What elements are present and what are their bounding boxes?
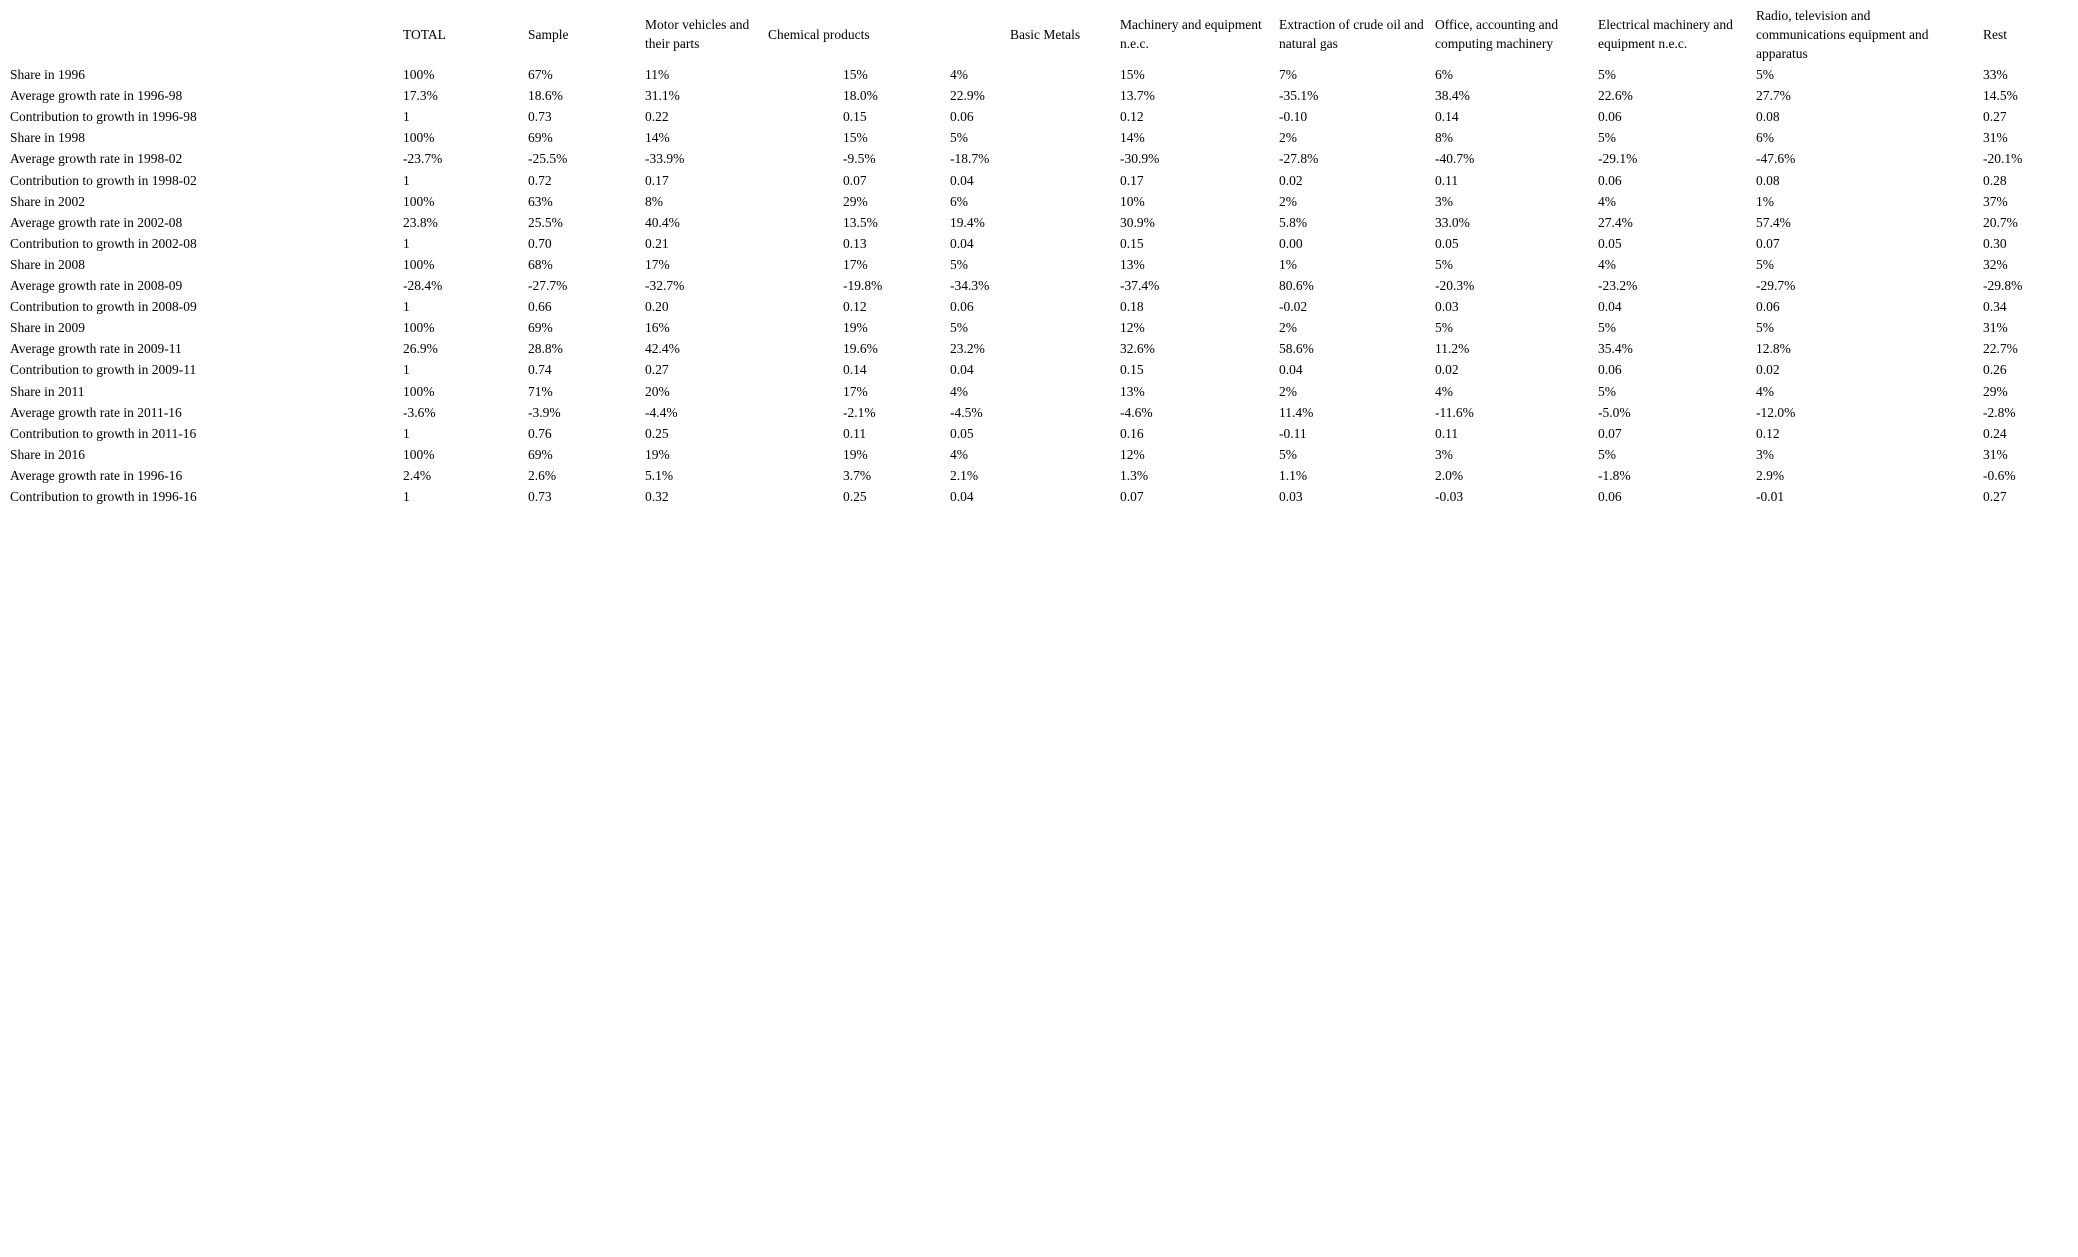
table-cell: -29.7%: [1756, 278, 1796, 293]
table-cell: 0.04: [950, 362, 974, 378]
column-header: Sample: [528, 26, 569, 42]
table-cell: 10%: [1120, 193, 1145, 209]
column-header: Office, accounting and computing machinery: [1435, 17, 1559, 51]
table-cell: 67%: [528, 67, 553, 82]
table-cell: 2%: [1279, 320, 1297, 336]
table-cell: -29.1%: [1598, 151, 1638, 167]
table-cell: 5.8%: [1279, 214, 1308, 230]
table-cell: 5%: [1435, 320, 1453, 336]
table-cell: 4%: [1598, 256, 1616, 272]
table-cell: 69%: [528, 130, 553, 146]
table-cell: 11%: [645, 67, 670, 82]
column-header: Extraction of crude oil and natural gas: [1279, 17, 1424, 51]
row-label: Share in 1996: [10, 67, 85, 82]
table-cell: -0.11: [1279, 425, 1307, 441]
table-cell: 0.04: [1598, 299, 1622, 315]
row-label: Share in 1998: [10, 130, 85, 146]
table-cell: 0.73: [528, 489, 552, 504]
table-cell: 32%: [1983, 256, 2008, 272]
table-cell: 1%: [1756, 193, 1774, 209]
table-cell: 0.03: [1279, 489, 1303, 504]
table-cell: 3.7%: [843, 467, 872, 483]
table-cell: 100%: [403, 256, 435, 272]
table-cell: 68%: [528, 256, 553, 272]
table-cell: 0.07: [843, 172, 867, 188]
table-cell: -23.2%: [1598, 278, 1638, 293]
table-cell: -2.8%: [1983, 404, 2016, 420]
row-label: Share in 2016: [10, 446, 85, 462]
table-cell: 0.02: [1435, 362, 1459, 378]
table-cell: 0.25: [645, 425, 669, 441]
table-cell: -32.7%: [645, 278, 685, 293]
table-cell: 0.22: [645, 109, 669, 125]
table-cell: -35.1%: [1279, 88, 1319, 104]
table-cell: -23.7%: [403, 151, 443, 167]
table-cell: 1: [403, 489, 410, 504]
table-cell: 7%: [1279, 67, 1297, 82]
table-cell: 5%: [950, 320, 968, 336]
table-cell: 1.3%: [1120, 467, 1149, 483]
row-label: Contribution to growth in 1996-16: [10, 489, 197, 504]
table-cell: 6%: [950, 193, 968, 209]
table-cell: 0.25: [843, 489, 867, 504]
table-cell: -18.7%: [950, 151, 990, 167]
table-cell: 6%: [1756, 130, 1774, 146]
table-cell: 22.7%: [1983, 341, 2018, 357]
table-cell: 0.08: [1756, 172, 1780, 188]
table-cell: 2%: [1279, 193, 1297, 209]
table-cell: -33.9%: [645, 151, 685, 167]
table-cell: 13.5%: [843, 214, 878, 230]
table-cell: 1: [403, 109, 410, 125]
table-cell: -37.4%: [1120, 278, 1160, 293]
table-cell: 35.4%: [1598, 341, 1633, 357]
table-cell: 0.13: [843, 235, 867, 251]
row-label: Contribution to growth in 2008-09: [10, 299, 197, 315]
table-cell: 20%: [645, 383, 670, 399]
table-cell: 0.28: [1983, 172, 2007, 188]
table-cell: 0.05: [1598, 235, 1622, 251]
row-label: Share in 2002: [10, 193, 85, 209]
table-cell: 25.5%: [528, 214, 563, 230]
table-cell: 69%: [528, 446, 553, 462]
table-cell: -5.0%: [1598, 404, 1631, 420]
table-cell: 0.15: [1120, 362, 1144, 378]
table-cell: 29%: [1983, 383, 2008, 399]
table-cell: 0.00: [1279, 235, 1303, 251]
table-cell: 1: [403, 425, 410, 441]
row-label: Contribution to growth in 1998-02: [10, 172, 197, 188]
table-cell: 0.06: [1598, 489, 1622, 504]
table-cell: 0.24: [1983, 425, 2007, 441]
table-cell: -4.6%: [1120, 404, 1153, 420]
table-cell: 18.6%: [528, 88, 563, 104]
column-header: Motor vehicles and their parts: [645, 17, 750, 51]
row-label: Contribution to growth in 2011-16: [10, 425, 197, 441]
table-cell: 0.06: [1756, 299, 1780, 315]
table-cell: 15%: [1120, 67, 1145, 82]
table-cell: 5%: [1598, 67, 1616, 82]
table-cell: 0.06: [1598, 362, 1622, 378]
table-cell: 3%: [1756, 446, 1774, 462]
table-cell: -20.3%: [1435, 278, 1475, 293]
row-label: Average growth rate in 2008-09: [10, 278, 183, 293]
table-cell: -30.9%: [1120, 151, 1160, 167]
table-cell: 0.66: [528, 299, 552, 315]
column-header: Chemical products: [768, 26, 870, 42]
table-cell: 26.9%: [403, 341, 438, 357]
table-cell: 4%: [1435, 383, 1453, 399]
table-cell: -40.7%: [1435, 151, 1475, 167]
column-header: TOTAL: [403, 26, 446, 42]
table-cell: 1.1%: [1279, 467, 1308, 483]
table-cell: -0.10: [1279, 109, 1308, 125]
table-cell: 0.16: [1120, 425, 1144, 441]
row-label: Average growth rate in 2009-11: [10, 341, 182, 357]
table-cell: 2.1%: [950, 467, 979, 483]
table-cell: -2.1%: [843, 404, 876, 420]
table-cell: 0.03: [1435, 299, 1459, 315]
table-cell: 12%: [1120, 446, 1145, 462]
table-cell: 19%: [843, 320, 868, 336]
table-cell: -1.8%: [1598, 467, 1631, 483]
table-cell: 0.12: [1120, 109, 1144, 125]
table-cell: 13%: [1120, 256, 1145, 272]
table-cell: 0.08: [1756, 109, 1780, 125]
table-cell: 100%: [403, 446, 435, 462]
table-cell: 0.02: [1279, 172, 1303, 188]
table-cell: 0.11: [843, 425, 867, 441]
row-label: Contribution to growth in 2009-11: [10, 362, 197, 378]
table-cell: 5%: [1598, 446, 1616, 462]
table-cell: -4.5%: [950, 404, 983, 420]
row-label: Contribution to growth in 1996-98: [10, 109, 197, 125]
table-cell: 0.11: [1435, 172, 1459, 188]
table-cell: 17%: [645, 256, 670, 272]
table-cell: 63%: [528, 193, 553, 209]
table-cell: 0.72: [528, 172, 552, 188]
table-cell: 0.04: [1279, 362, 1303, 378]
table-cell: 0.34: [1983, 299, 2007, 315]
table-cell: -0.02: [1279, 299, 1308, 315]
row-label: Share in 2011: [10, 383, 85, 399]
table-cell: 2.9%: [1756, 467, 1785, 483]
table-cell: 0.12: [1756, 425, 1780, 441]
table-cell: 5%: [950, 130, 968, 146]
table-cell: 0.32: [645, 489, 669, 504]
table-cell: 0.07: [1120, 489, 1144, 504]
table-cell: 0.26: [1983, 362, 2007, 378]
table-cell: 0.15: [1120, 235, 1144, 251]
table-cell: 22.6%: [1598, 88, 1633, 104]
table-cell: 0.04: [950, 489, 974, 504]
table-cell: 17%: [843, 383, 868, 399]
table-cell: 0.06: [1598, 172, 1622, 188]
table-cell: 100%: [403, 130, 435, 146]
table-cell: 19%: [843, 446, 868, 462]
table-cell: 1: [403, 235, 410, 251]
table-cell: -27.8%: [1279, 151, 1319, 167]
table-cell: 38.4%: [1435, 88, 1470, 104]
row-label: Average growth rate in 1996-98: [10, 88, 183, 104]
table-cell: 23.8%: [403, 214, 438, 230]
table-cell: 2.6%: [528, 467, 557, 483]
table-cell: 11.2%: [1435, 341, 1470, 357]
table-cell: 31%: [1983, 446, 2008, 462]
table-cell: 27.7%: [1756, 88, 1791, 104]
table-cell: 8%: [1435, 130, 1453, 146]
row-label: Average growth rate in 1996-16: [10, 467, 183, 483]
table-cell: 29%: [843, 193, 868, 209]
table-cell: 14%: [645, 130, 670, 146]
table-cell: 5%: [1756, 67, 1774, 82]
table-cell: 0.05: [950, 425, 974, 441]
table-cell: 3%: [1435, 193, 1453, 209]
table-cell: 0.27: [1983, 109, 2007, 125]
table-cell: 0.06: [1598, 109, 1622, 125]
table-cell: -4.4%: [645, 404, 678, 420]
table-cell: 100%: [403, 383, 435, 399]
table-cell: 0.27: [1983, 489, 2007, 504]
table-cell: 100%: [403, 193, 435, 209]
table-cell: -28.4%: [403, 278, 443, 293]
table-cell: -3.6%: [403, 404, 436, 420]
table-cell: 0.07: [1756, 235, 1780, 251]
table-cell: 58.6%: [1279, 341, 1314, 357]
table-cell: 4%: [1598, 193, 1616, 209]
table-cell: 57.4%: [1756, 214, 1791, 230]
table-cell: -0.01: [1756, 489, 1785, 504]
table-cell: 31.1%: [645, 88, 680, 104]
table-cell: 31%: [1983, 320, 2008, 336]
table-cell: 6%: [1435, 67, 1453, 82]
table-cell: 37%: [1983, 193, 2008, 209]
table-cell: 2.0%: [1435, 467, 1464, 483]
column-header: Electrical machinery and equipment n.e.c.: [1598, 17, 1733, 51]
table-cell: 12.8%: [1756, 341, 1791, 357]
table-cell: -12.0%: [1756, 404, 1796, 420]
table-cell: 16%: [645, 320, 670, 336]
table-cell: 28.8%: [528, 341, 563, 357]
table-cell: 0.20: [645, 299, 669, 315]
table-cell: 19%: [645, 446, 670, 462]
table-cell: 27.4%: [1598, 214, 1633, 230]
table-cell: 0.17: [1120, 172, 1144, 188]
table-cell: 2%: [1279, 130, 1297, 146]
table-cell: 0.14: [843, 362, 867, 378]
table-cell: 0.06: [950, 299, 974, 315]
table-cell: 4%: [950, 446, 968, 462]
table-cell: 40.4%: [645, 214, 680, 230]
row-label: Contribution to growth in 2002-08: [10, 235, 197, 251]
table-cell: 0.70: [528, 235, 552, 251]
table-cell: 1%: [1279, 256, 1297, 272]
table-cell: 0.02: [1756, 362, 1780, 378]
table-cell: 5.1%: [645, 467, 674, 483]
table-cell: 5%: [1598, 383, 1616, 399]
table-cell: 14.5%: [1983, 88, 2018, 104]
table-cell: -20.1%: [1983, 151, 2023, 167]
table-cell: 5%: [1756, 320, 1774, 336]
table-cell: -19.8%: [843, 278, 883, 293]
table-cell: 15%: [843, 130, 868, 146]
table-cell: 0.74: [528, 362, 552, 378]
row-label: Share in 2008: [10, 256, 85, 272]
table-cell: 19.4%: [950, 214, 985, 230]
table-cell: 0.12: [843, 299, 867, 315]
table-cell: 5%: [1756, 256, 1774, 272]
table-cell: 22.9%: [950, 88, 985, 104]
table-cell: 15%: [843, 67, 868, 82]
table-cell: 4%: [950, 383, 968, 399]
table-cell: -25.5%: [528, 151, 568, 167]
table-cell: 20.7%: [1983, 214, 2018, 230]
row-label: Average growth rate in 1998-02: [10, 151, 183, 167]
table-cell: -0.03: [1435, 489, 1464, 504]
table-cell: 0.73: [528, 109, 552, 125]
table-cell: -29.8%: [1983, 278, 2023, 293]
table-cell: 0.76: [528, 425, 552, 441]
table-cell: 0.15: [843, 109, 867, 125]
table-cell: 4%: [1756, 383, 1774, 399]
table-cell: 23.2%: [950, 341, 985, 357]
table-cell: 0.07: [1598, 425, 1622, 441]
table-cell: -47.6%: [1756, 151, 1796, 167]
table-cell: 17.3%: [403, 88, 438, 104]
table-cell: 17%: [843, 256, 868, 272]
table-cell: 0.21: [645, 235, 669, 251]
table-cell: 33.0%: [1435, 214, 1470, 230]
table-cell: 0.30: [1983, 235, 2007, 251]
table-cell: -9.5%: [843, 151, 876, 167]
table-cell: 5%: [950, 256, 968, 272]
table-cell: 8%: [645, 193, 663, 209]
table-cell: 1: [403, 172, 410, 188]
table-cell: 4%: [950, 67, 968, 82]
column-header: Radio, television and communications equipment and apparatus: [1756, 7, 1929, 61]
table-cell: 0.04: [950, 172, 974, 188]
table-cell: 0.11: [1435, 425, 1459, 441]
table-cell: -3.9%: [528, 404, 561, 420]
table-cell: 0.18: [1120, 299, 1144, 315]
table-cell: 1: [403, 299, 410, 315]
table-cell: 3%: [1435, 446, 1453, 462]
table-cell: -0.6%: [1983, 467, 2016, 483]
table-cell: 13.7%: [1120, 88, 1155, 104]
row-label: Average growth rate in 2002-08: [10, 214, 183, 230]
table-cell: 5%: [1435, 256, 1453, 272]
table-cell: 13%: [1120, 383, 1145, 399]
table-cell: 18.0%: [843, 88, 878, 104]
table-cell: -27.7%: [528, 278, 568, 293]
table-cell: 100%: [403, 320, 435, 336]
row-label: Average growth rate in 2011-16: [10, 404, 182, 420]
table-cell: 0.05: [1435, 235, 1459, 251]
table-cell: 31%: [1983, 130, 2008, 146]
column-header: Machinery and equipment n.e.c.: [1120, 17, 1262, 51]
table-cell: 11.4%: [1279, 404, 1314, 420]
table-cell: 1: [403, 362, 410, 378]
table-cell: 2%: [1279, 383, 1297, 399]
table-cell: 0.04: [950, 235, 974, 251]
table-cell: 71%: [528, 383, 553, 399]
table-cell: 33%: [1983, 67, 2008, 82]
table-cell: -11.6%: [1435, 404, 1474, 420]
table-cell: 30.9%: [1120, 214, 1155, 230]
column-header: Basic Metals: [1010, 26, 1081, 42]
table-cell: 32.6%: [1120, 341, 1155, 357]
table-cell: 19.6%: [843, 341, 878, 357]
table-cell: 0.06: [950, 109, 974, 125]
row-label: Share in 2009: [10, 320, 85, 336]
table-cell: -34.3%: [950, 278, 990, 293]
table-cell: 12%: [1120, 320, 1145, 336]
table-cell: 0.17: [645, 172, 669, 188]
table-cell: 5%: [1598, 320, 1616, 336]
table-cell: 42.4%: [645, 341, 680, 357]
column-header: Rest: [1983, 26, 2008, 42]
table-cell: 80.6%: [1279, 278, 1314, 293]
table-cell: 5%: [1279, 446, 1297, 462]
table-cell: 100%: [403, 67, 435, 82]
table-cell: 0.27: [645, 362, 669, 378]
table-cell: 69%: [528, 320, 553, 336]
table-cell: 5%: [1598, 130, 1616, 146]
table-cell: 14%: [1120, 130, 1145, 146]
table-cell: 0.14: [1435, 109, 1459, 125]
table-cell: 2.4%: [403, 467, 432, 483]
